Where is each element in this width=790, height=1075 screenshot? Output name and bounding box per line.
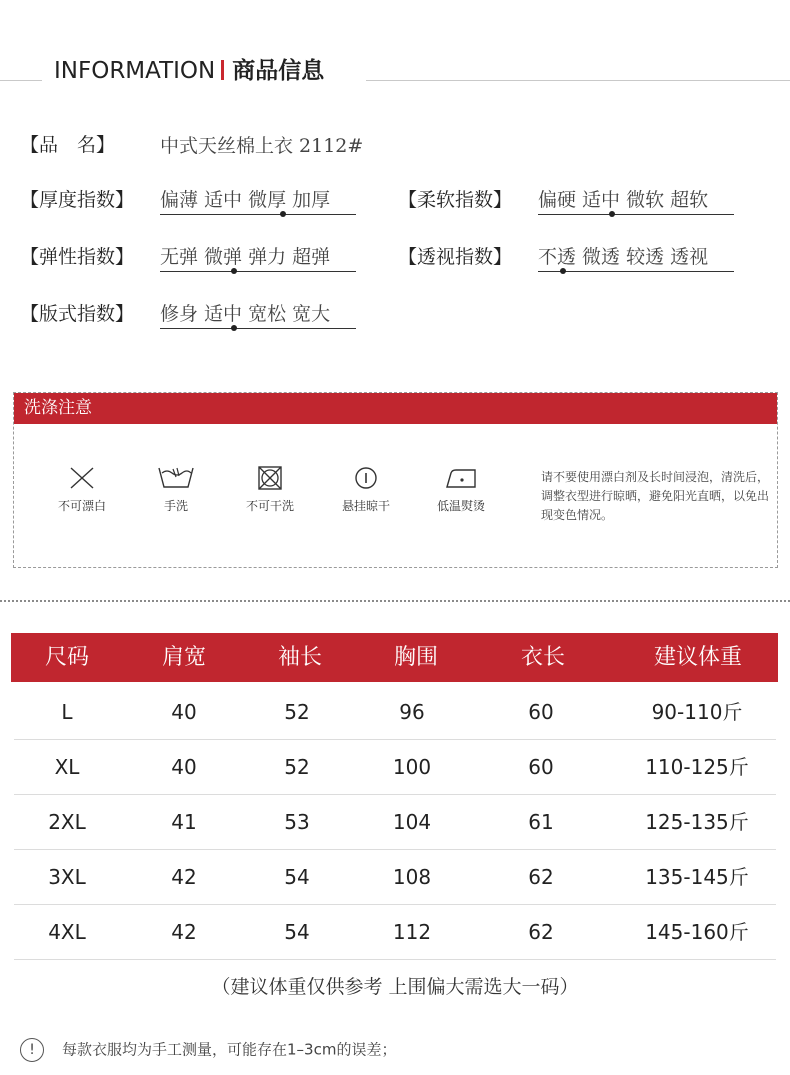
measurement-tip-text: 每款衣服均为手工测量，可能存在1–3cm的误差； [62, 1040, 397, 1059]
wash-care-title: 洗涤注意 [14, 393, 777, 424]
table-cell: L [61, 700, 73, 724]
table-cell: 145-160斤 [645, 920, 749, 944]
table-cell: 4XL [48, 920, 86, 944]
softness-marker [609, 211, 615, 217]
table-cell: 104 [392, 810, 432, 834]
table-cell: 135-145斤 [645, 865, 749, 889]
fit-line [160, 328, 356, 329]
hang-dry-icon [351, 465, 381, 491]
size-table-note: （建议体重仅供参考 上围偏大需选大一码） [211, 976, 579, 998]
softness-label: 【柔软指数】 [398, 189, 513, 211]
wash-item-low-iron [421, 465, 501, 514]
table-cell: XL [54, 755, 80, 779]
no-dry-clean-icon [255, 465, 285, 491]
hand-wash-icon [156, 465, 196, 491]
wash-item-hand-wash [136, 465, 216, 514]
table-cell: 52 [284, 755, 310, 779]
low-iron-icon [441, 465, 481, 491]
elasticity-options: 无弹 微弹 弹力 超弹 [160, 246, 331, 268]
wash-label-hang-dry: 悬挂晾干 [341, 499, 390, 513]
table-cell: 52 [284, 700, 310, 724]
table-row [14, 905, 776, 960]
header-rule-right [366, 80, 790, 81]
fit-marker [231, 325, 237, 331]
table-row [14, 795, 776, 850]
transparency-options: 不透 微透 较透 透视 [538, 246, 709, 268]
info-icon: ! [20, 1038, 44, 1062]
header-size: 尺码 [44, 645, 90, 670]
elasticity-scale [160, 242, 356, 268]
table-cell: 60 [528, 755, 554, 779]
table-cell: 42 [171, 920, 197, 944]
header-length: 衣长 [520, 645, 566, 670]
section-title [54, 52, 324, 85]
softness-options: 偏硬 适中 微软 超软 [538, 189, 709, 211]
table-row [14, 740, 776, 795]
table-cell: 2XL [48, 810, 86, 834]
table-row [14, 850, 776, 905]
wash-care-box [13, 392, 778, 568]
wash-label-low-iron: 低温熨烫 [436, 499, 485, 513]
table-cell: 42 [171, 865, 197, 889]
thickness-label: 【厚度指数】 [20, 189, 135, 211]
table-row [14, 685, 776, 740]
header-rule-left [0, 80, 42, 81]
no-bleach-icon [67, 465, 97, 491]
table-cell: 62 [528, 865, 554, 889]
table-cell: 61 [528, 810, 554, 834]
header-shoulder: 肩宽 [161, 645, 207, 670]
table-cell: 112 [392, 920, 432, 944]
title-en: INFORMATION [54, 58, 216, 84]
elasticity-marker [231, 268, 237, 274]
header-weight: 建议体重 [653, 645, 743, 670]
table-cell: 90-110斤 [651, 700, 743, 724]
transparency-marker [560, 268, 566, 274]
thickness-marker [280, 211, 286, 217]
header-sleeve: 袖长 [277, 645, 323, 670]
table-cell: 41 [171, 810, 197, 834]
table-cell: 108 [392, 865, 432, 889]
wash-item-hang-dry [326, 465, 406, 514]
dotted-divider [0, 600, 790, 602]
table-cell: 110-125斤 [645, 755, 749, 779]
wash-label-hand-wash: 手洗 [163, 499, 188, 513]
title-divider [221, 60, 224, 80]
thickness-scale [160, 185, 356, 211]
title-cn: 商品信息 [232, 58, 325, 84]
table-cell: 40 [171, 755, 197, 779]
thickness-options: 偏薄 适中 微厚 加厚 [160, 189, 331, 211]
table-cell: 40 [171, 700, 197, 724]
elasticity-line [160, 271, 356, 272]
thickness-line [160, 214, 356, 215]
table-cell: 100 [392, 755, 432, 779]
table-cell: 62 [528, 920, 554, 944]
elasticity-label: 【弹性指数】 [20, 246, 135, 268]
wash-item-no-bleach [42, 465, 122, 514]
fit-scale [160, 299, 356, 325]
table-cell: 54 [284, 865, 310, 889]
table-cell: 60 [528, 700, 554, 724]
wash-care-note: 请不要使用漂白剂及长时间浸泡，清洗后，调整衣型进行晾晒，避免阳光直晒，以免出现变色情况。 [541, 470, 770, 522]
transparency-line [538, 271, 734, 272]
fit-label: 【版式指数】 [20, 303, 135, 325]
product-name-value: 中式天丝棉上衣 2112# [160, 135, 364, 157]
transparency-label: 【透视指数】 [398, 246, 513, 268]
wash-label-no-bleach: 不可漂白 [57, 499, 106, 513]
wash-item-no-dry-clean [230, 465, 310, 514]
table-cell: 125-135斤 [645, 810, 749, 834]
fit-options: 修身 适中 宽松 宽大 [160, 303, 331, 325]
table-cell: 3XL [48, 865, 86, 889]
product-name-label: 【品 名】 [20, 134, 116, 156]
header-chest: 胸围 [393, 645, 439, 670]
table-cell: 54 [284, 920, 310, 944]
table-cell: 53 [284, 810, 310, 834]
size-table-header [11, 633, 778, 682]
wash-label-no-dry-clean: 不可干洗 [245, 499, 294, 513]
transparency-scale [538, 242, 734, 268]
measurement-tip [20, 1038, 396, 1062]
table-cell: 96 [399, 700, 425, 724]
softness-line [538, 214, 734, 215]
softness-scale [538, 185, 734, 211]
